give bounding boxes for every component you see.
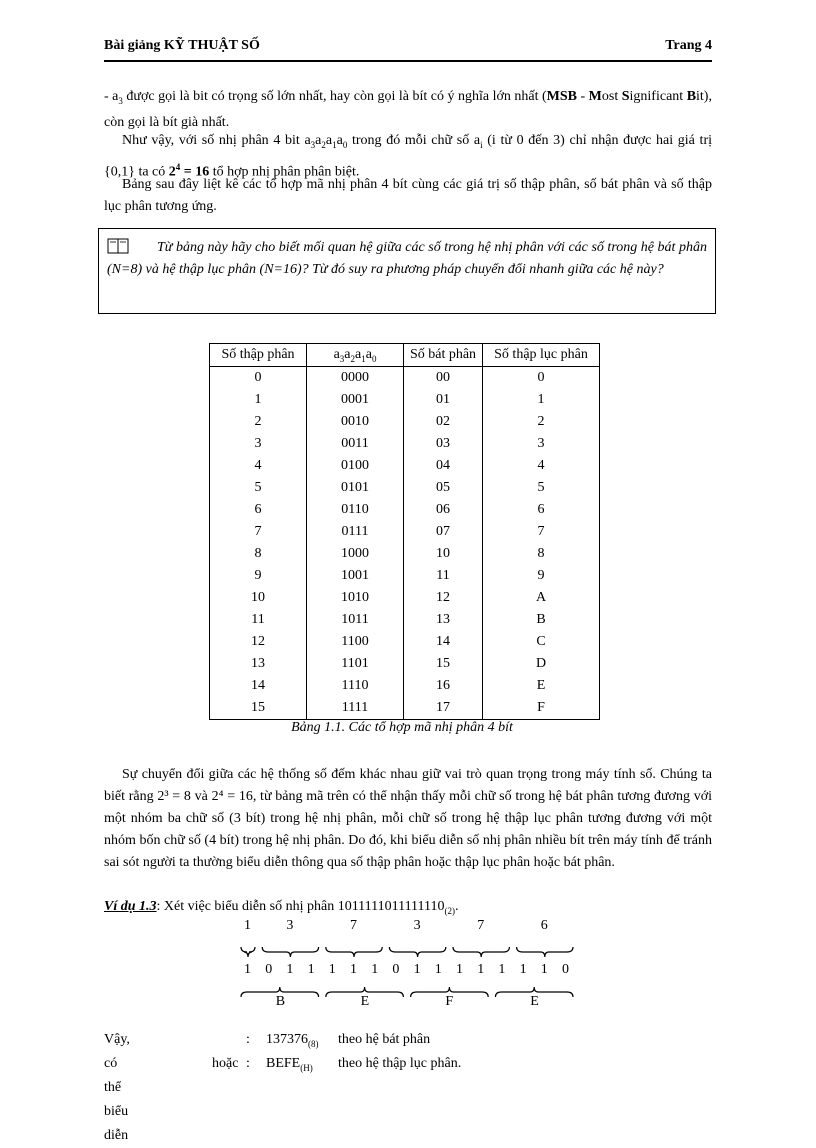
cell-binary: 1000 [307,543,404,565]
cell-hex: 4 [483,455,600,477]
cell-octal: 00 [404,367,483,390]
table-row [210,631,600,653]
cell-decimal: 14 [210,675,307,697]
cell-hex: F [483,697,600,720]
cell-decimal: 10 [210,587,307,609]
cell-octal: 05 [404,477,483,499]
page-header [104,38,712,62]
cell-decimal: 9 [210,565,307,587]
cell-hex: 6 [483,499,600,521]
note-text: Từ bảng này hãy cho biết mối quan hệ giữa các số trong hệ nhị phân với các số trong hệ bát phân (N=8) và hệ thập lục phân (N=16)? Từ đó suy ra phương pháp chuyển đổi nhanh giữa các hệ này? [107,240,707,277]
book-icon [107,238,129,254]
cell-binary: 0010 [307,411,404,433]
table-row [210,499,600,521]
cell-octal: 11 [404,565,483,587]
cell-octal: 14 [404,631,483,653]
cell-hex: 2 [483,411,600,433]
hex-digit: F [445,994,454,1009]
cell-decimal: 5 [210,477,307,499]
octal-description: theo hệ bát phân [338,1032,431,1047]
cell-octal: 07 [404,521,483,543]
col-header-hex: Số thập lục phân [483,344,600,367]
col-header-octal: Số bát phân [404,344,483,367]
bit-digit: 1 [477,962,485,977]
cell-octal: 13 [404,609,483,631]
hex-description: theo hệ thập lục phân. [338,1056,462,1071]
combinations-paragraph: Như vậy, với số nhị phân 4 bit $a_3a_2a_1a_0$ trong đó mỗi chữ số $a_i$ (i từ 0 đến 3) chỉ nhận được hai giá trị {0,1} ta có $2^4 = 16$ tổ hợp nhị phân phân biệt. [104,133,712,180]
cell-hex: 7 [483,521,600,543]
table-row [210,389,600,411]
cell-binary: 1101 [307,653,404,675]
bit-digit: 1 [350,962,357,977]
table-row [210,565,600,587]
bit-digit: 0 [392,962,400,977]
cell-hex: 0 [483,367,600,390]
octal-group-brace [241,947,255,957]
cell-decimal: 6 [210,499,307,521]
cell-binary: 1011 [307,609,404,631]
question-note-box [98,228,716,314]
octal-group-brace [517,947,573,957]
cell-binary: 0001 [307,389,404,411]
table-row [210,455,600,477]
header-page-number: Trang 4 [665,38,712,53]
bit-digit: 1 [456,962,463,977]
hex-digit: E [530,994,539,1009]
cell-binary: 1010 [307,587,404,609]
cell-binary: 1110 [307,675,404,697]
cell-hex: 9 [483,565,600,587]
bit-digit: 1 [413,962,421,977]
table-row [210,433,600,455]
cell-octal: 06 [404,499,483,521]
bit-digit: 1 [434,962,442,977]
cell-hex: 5 [483,477,600,499]
hex-result: $BEFE_{(H)}$ [266,1056,313,1073]
bit-digit: 1 [498,962,506,977]
bit-digit: 0 [562,962,569,977]
cell-decimal: 11 [210,609,307,631]
example-line: Ví dụ 1.3: Xét việc biểu diễn số nhị phân $1011111011111110_{(2)}$. [104,899,459,916]
cell-octal: 12 [404,587,483,609]
cell-octal: 02 [404,411,483,433]
cell-binary: 0110 [307,499,404,521]
bit-digit: 1 [244,962,251,977]
cell-hex: 8 [483,543,600,565]
table-row [210,543,600,565]
table-caption: Bảng 1.1. Các tổ hợp mã nhị phân 4 bít [291,720,513,735]
hex-digit: B [275,994,286,1009]
cell-hex: D [483,653,600,675]
grouping-diagram [230,912,590,1022]
conclusion-label-1: Vậy, có thể biểu diễn [104,1032,130,1143]
cell-hex: 1 [483,389,600,411]
cell-decimal: 2 [210,411,307,433]
cell-decimal: 0 [210,367,307,390]
binary-code-table [209,343,600,720]
cell-decimal: 3 [210,433,307,455]
cell-octal: 15 [404,653,483,675]
cell-hex: A [483,587,600,609]
octal-group-brace [453,947,509,957]
cell-decimal: 15 [210,697,307,720]
octal-digit: 7 [477,918,485,933]
conversion-paragraph: Sự chuyển đổi giữa các hệ thống số đếm khác nhau giữ vai trò quan trọng trong máy tính số. Chúng ta biết rằng 2³ = 8 và 2⁴ = 16, từ bảng mã trên có thể nhận thấy mỗi chữ số trong hệ bát phân tương đương với một nhóm ba chữ số (3 bít) trong hệ nhị phân, mỗi chữ số trong hệ thập lục phân tương đương với một nhóm bốn chữ số (4 bít) trong hệ nhị phân. Do đó, khi biểu diễn số nhị phân nhiều bít trên máy tính để tránh sai sót người ta thường biểu diễn thông qua số thập phân hoặc thập lục phân hoặc bát phân. [104,767,712,870]
table-row [210,675,600,697]
cell-binary: 1111 [307,697,404,720]
cell-binary: 1001 [307,565,404,587]
cell-decimal: 13 [210,653,307,675]
bit-digit: 1 [519,962,527,977]
cell-decimal: 4 [210,455,307,477]
cell-octal: 16 [404,675,483,697]
cell-octal: 03 [404,433,483,455]
col-header-binary: $a_3a_2a_1a_0$ [307,344,404,367]
cell-binary: 0101 [307,477,404,499]
cell-hex: C [483,631,600,653]
conclusion-label-2: hoặc [212,1056,239,1071]
octal-digit: 7 [350,918,357,933]
bit-digit: 1 [286,962,294,977]
table-row [210,587,600,609]
table-row [210,521,600,543]
cell-hex: 3 [483,433,600,455]
bit-digit: 1 [307,962,315,977]
cell-binary: 1100 [307,631,404,653]
bit-digit: 1 [328,962,336,977]
cell-hex: B [483,609,600,631]
cell-decimal: 1 [210,389,307,411]
bit-digit: 1 [540,962,548,977]
cell-binary: 0100 [307,455,404,477]
octal-digit: 6 [540,918,548,933]
cell-hex: E [483,675,600,697]
cell-decimal: 7 [210,521,307,543]
bit-digit: 1 [371,962,379,977]
cell-octal: 17 [404,697,483,720]
cell-octal: 10 [404,543,483,565]
bit-digit: 0 [265,962,273,977]
table-row [210,367,600,390]
cell-binary: 0011 [307,433,404,455]
cell-decimal: 8 [210,543,307,565]
octal-result: $137376_{(8)}$ [266,1032,319,1049]
octal-digit: 1 [244,918,251,933]
cell-binary: 0000 [307,367,404,390]
table-row [210,477,600,499]
table-row [210,411,600,433]
header-title: Bài giảng KỸ THUẬT SỐ [104,38,260,53]
table-intro-paragraph: Bảng sau đây liệt kê các tổ hợp mã nhị phân 4 bít cùng các giá trị số thập phân, số bát phân và số thập lục phân tương ứng. [104,177,712,214]
cell-octal: 01 [404,389,483,411]
hex-digit: E [360,994,370,1009]
col-header-decimal: Số thập phân [210,344,307,367]
table-row [210,653,600,675]
cell-binary: 0111 [307,521,404,543]
octal-digit: 3 [413,918,421,933]
octal-digit: 3 [286,918,294,933]
table-header-row [210,344,600,367]
cell-octal: 04 [404,455,483,477]
example-label: Ví dụ 1.3 [104,899,157,914]
octal-group-brace [389,947,445,957]
octal-group-brace [326,947,382,957]
table-row [210,609,600,631]
cell-decimal: 12 [210,631,307,653]
table-row [210,697,600,720]
octal-group-brace [262,947,318,957]
msb-paragraph: - $a_3$ được gọi là bit có trọng số lớn nhất, hay còn gọi là bít có ý nghĩa lớn nhất (MSB - Most Significant Bit), còn gọi là bít già nhất. [104,89,712,130]
